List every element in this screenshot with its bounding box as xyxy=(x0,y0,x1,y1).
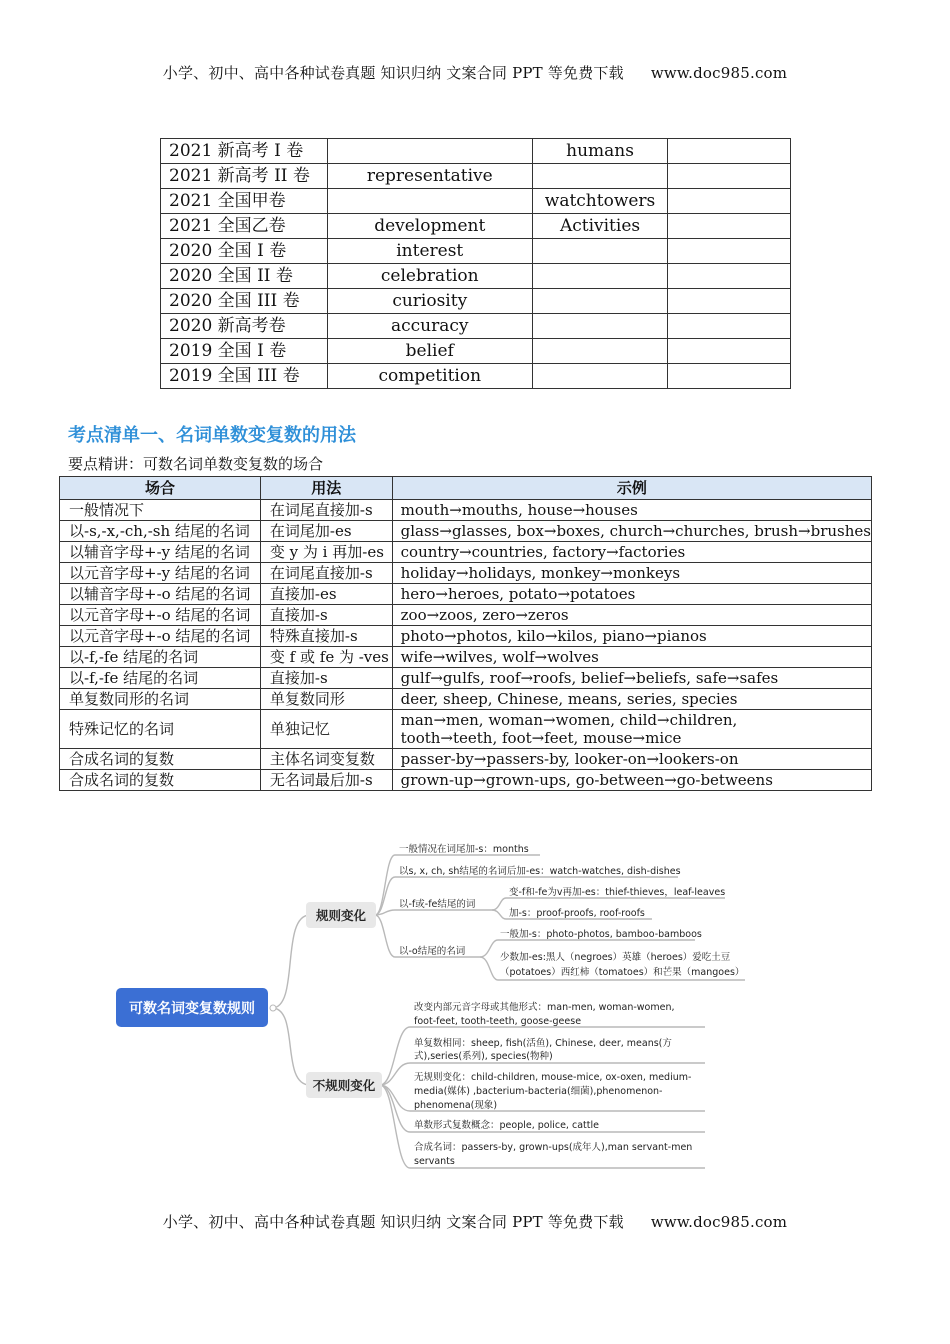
table-row xyxy=(161,139,791,164)
table-cell: mouth→mouths, house→houses xyxy=(392,500,871,521)
table-row xyxy=(60,626,872,647)
table-cell: representative xyxy=(327,164,532,189)
branch-regular-label: 规则变化 xyxy=(315,908,367,923)
table-cell: 2020 新高考卷 xyxy=(161,314,328,339)
table-cell: deer, sheep, Chinese, means, series, species xyxy=(392,689,871,710)
page-footer xyxy=(0,1211,950,1232)
table-row xyxy=(60,689,872,710)
collapse-dot-icon[interactable] xyxy=(270,1005,276,1011)
table-row xyxy=(60,710,872,749)
table-cell: hero→heroes, potato→potatoes xyxy=(392,584,871,605)
table-cell: 直接加-s xyxy=(260,605,392,626)
table-cell: 2019 全国 I 卷 xyxy=(161,339,328,364)
table-cell xyxy=(532,239,668,264)
plural-rule-table xyxy=(59,476,872,791)
table-cell: watchtowers xyxy=(532,189,668,214)
table-row xyxy=(161,364,791,389)
table-cell: 在词尾加-es xyxy=(260,521,392,542)
table-row xyxy=(60,584,872,605)
table-cell: 变 f 或 fe 为 -ves xyxy=(260,647,392,668)
table-cell: zoo→zoos, zero→zeros xyxy=(392,605,871,626)
leaf-sxchsh: 以s, x, ch, sh结尾的名词后加-es：watch-watches, dish-dishes xyxy=(399,866,681,877)
exam-table xyxy=(160,138,791,389)
leaf-f-ves: 变-f和-fe为v再加-es：thief-thieves，leaf-leaves xyxy=(509,887,726,898)
section-subtitle: 要点精讲：可数名词单数变复数的场合 xyxy=(68,455,324,473)
table-cell xyxy=(532,364,668,389)
table-cell: 合成名词的复数 xyxy=(60,749,261,770)
table-cell: photo→photos, kilo→kilos, piano→pianos xyxy=(392,626,871,647)
footer-site: www.doc985.com xyxy=(650,1213,788,1231)
table-row xyxy=(161,264,791,289)
table-cell: belief xyxy=(327,339,532,364)
table-row xyxy=(60,647,872,668)
table-cell: grown-up→grown-ups, go-between→go-betweens xyxy=(392,770,871,791)
table-row xyxy=(60,563,872,584)
table-cell xyxy=(392,710,871,749)
table-row xyxy=(60,500,872,521)
table-row xyxy=(60,605,872,626)
table-cell: 单独记忆 xyxy=(260,710,392,749)
table-cell xyxy=(668,364,791,389)
table-cell: accuracy xyxy=(327,314,532,339)
page-header xyxy=(0,62,950,83)
leaf-f-s: 加-s：proof-proofs, roof-roofs xyxy=(509,908,645,919)
table-cell xyxy=(668,339,791,364)
table-row xyxy=(60,521,872,542)
table-cell: curiosity xyxy=(327,289,532,314)
table-header-row xyxy=(60,477,872,500)
table-cell xyxy=(532,314,668,339)
table-cell: 特殊直接加-s xyxy=(260,626,392,647)
table-cell: 2020 全国 I 卷 xyxy=(161,239,328,264)
table-cell: 一般情况下 xyxy=(60,500,261,521)
table-cell: glass→glasses, box→boxes, church→churches, brush→brushes xyxy=(392,521,871,542)
leaf-o-es-line1: 少数加-es:黑人（negroes）英雄（heroes）爱吃土豆 xyxy=(500,952,731,963)
table-cell: 以辅音字母+-o 结尾的名词 xyxy=(60,584,261,605)
example-line: man→men, woman→women, child→children, xyxy=(400,711,738,729)
branch-irregular-label: 不规则变化 xyxy=(312,1078,376,1093)
mindmap-root-label: 可数名词变复数规则 xyxy=(129,1001,255,1017)
table-cell xyxy=(668,239,791,264)
table-row xyxy=(161,339,791,364)
table-cell: interest xyxy=(327,239,532,264)
table-cell: 直接加-s xyxy=(260,668,392,689)
table-cell: 以元音字母+-o 结尾的名词 xyxy=(60,626,261,647)
table-cell: 2020 全国 II 卷 xyxy=(161,264,328,289)
table-cell xyxy=(668,139,791,164)
section-title: 考点清单一、名词单数变复数的用法 xyxy=(68,425,356,446)
table-cell: Activities xyxy=(532,214,668,239)
table-cell: passer-by→passers-by, looker-on→lookers-on xyxy=(392,749,871,770)
table-cell xyxy=(668,289,791,314)
table-cell: 直接加-es xyxy=(260,584,392,605)
leaf-compound-line2: servants xyxy=(414,1156,455,1167)
table-row xyxy=(161,239,791,264)
table-cell: 无名词最后加-s xyxy=(260,770,392,791)
table-row xyxy=(60,668,872,689)
leaf-compound-line1: 合成名词：passers-by, grown-ups(成年人),man servant-men xyxy=(414,1142,693,1153)
table-row xyxy=(161,289,791,314)
table-cell: gulf→gulfs, roof→roofs, belief→beliefs, safe→safes xyxy=(392,668,871,689)
table-cell: 2021 新高考 II 卷 xyxy=(161,164,328,189)
table-cell: 以-f,-fe 结尾的名词 xyxy=(60,668,261,689)
table-cell xyxy=(327,139,532,164)
leaf-rule-line2: media(媒体) ,bacterium-bacteria(细菌),phenomenon- xyxy=(414,1086,663,1097)
table-cell xyxy=(532,339,668,364)
table-cell: 以辅音字母+-y 结尾的名词 xyxy=(60,542,261,563)
table-cell: humans xyxy=(532,139,668,164)
header-cell: 示例 xyxy=(392,477,871,500)
leaf-o: 以-o结尾的名词 xyxy=(399,946,466,957)
table-cell: 2019 全国 III 卷 xyxy=(161,364,328,389)
table-row xyxy=(161,189,791,214)
header-text: 小学、初中、高中各种试卷真题 知识归纳 文案合同 PPT 等免费下载 xyxy=(162,64,624,82)
table-cell: competition xyxy=(327,364,532,389)
table-cell: celebration xyxy=(327,264,532,289)
connector xyxy=(375,910,492,915)
leaf-vowel-line1: 改变内部元音字母或其他形式：man-men, woman-women, xyxy=(414,1002,675,1013)
table-cell: 以元音字母+-o 结尾的名词 xyxy=(60,605,261,626)
leaf-plural-form: 单数形式复数概念：people, police, cattle xyxy=(414,1120,599,1131)
leaf-o-es-line2: （potatoes）西红柿（tomatoes）和芒果（mangoes） xyxy=(500,967,745,978)
leaf-f-fe: 以-f或-fe结尾的词 xyxy=(399,899,476,910)
table-row xyxy=(60,749,872,770)
header-cell: 场合 xyxy=(60,477,261,500)
table-row xyxy=(60,542,872,563)
table-cell xyxy=(532,289,668,314)
table-cell: 合成名词的复数 xyxy=(60,770,261,791)
header-cell: 用法 xyxy=(260,477,392,500)
table-row xyxy=(161,314,791,339)
table-cell: country→countries, factory→factories xyxy=(392,542,871,563)
leaf-o-s: 一般加-s：photo-photos, bamboo-bamboos xyxy=(500,929,702,940)
table-cell: 特殊记忆的名词 xyxy=(60,710,261,749)
table-row xyxy=(161,214,791,239)
table-cell: holiday→holidays, monkey→monkeys xyxy=(392,563,871,584)
connector xyxy=(272,915,310,1008)
header-site: www.doc985.com xyxy=(650,64,788,82)
example-line: tooth→teeth, foot→feet, mouse→mice xyxy=(400,729,682,747)
table-cell: 2020 全国 III 卷 xyxy=(161,289,328,314)
table-cell: 以-f,-fe 结尾的名词 xyxy=(60,647,261,668)
leaf-vowel-line2: foot-feet, tooth-teeth, goose-geese xyxy=(414,1016,582,1027)
table-cell: 2021 新高考 I 卷 xyxy=(161,139,328,164)
table-cell xyxy=(532,264,668,289)
leaf-same-line2: 式),series(系列), species(物种) xyxy=(414,1051,553,1062)
table-cell: 主体名词变复数 xyxy=(260,749,392,770)
table-cell: 2021 全国乙卷 xyxy=(161,214,328,239)
leaf-same-line1: 单复数相同：sheep, fish(活鱼), Chinese, deer, means(方 xyxy=(414,1038,672,1049)
leaf-rule-line1: 无规则变化：child-children, mouse-mice, ox-oxen, medium- xyxy=(414,1072,692,1083)
table-cell xyxy=(668,264,791,289)
mindmap xyxy=(0,830,950,1180)
connector xyxy=(272,1008,310,1085)
table-cell: 2021 全国甲卷 xyxy=(161,189,328,214)
table-cell xyxy=(668,164,791,189)
table-cell: 单复数同形 xyxy=(260,689,392,710)
table-row xyxy=(161,164,791,189)
footer-text: 小学、初中、高中各种试卷真题 知识归纳 文案合同 PPT 等免费下载 xyxy=(162,1213,624,1231)
table-cell xyxy=(668,189,791,214)
table-cell: 单复数同形的名词 xyxy=(60,689,261,710)
table-cell: 以-s,-x,-ch,-sh 结尾的名词 xyxy=(60,521,261,542)
leaf-rule-line3: phenomena(现象) xyxy=(414,1100,498,1111)
table-cell: development xyxy=(327,214,532,239)
table-cell xyxy=(327,189,532,214)
table-cell: wife→wilves, wolf→wolves xyxy=(392,647,871,668)
table-cell: 以元音字母+-y 结尾的名词 xyxy=(60,563,261,584)
table-row xyxy=(60,770,872,791)
table-cell: 在词尾直接加-s xyxy=(260,500,392,521)
table-cell xyxy=(668,214,791,239)
table-cell xyxy=(668,314,791,339)
table-cell xyxy=(532,164,668,189)
table-cell: 在词尾直接加-s xyxy=(260,563,392,584)
leaf-general: 一般情况在词尾加-s：months xyxy=(399,844,529,855)
table-cell: 变 y 为 i 再加-es xyxy=(260,542,392,563)
